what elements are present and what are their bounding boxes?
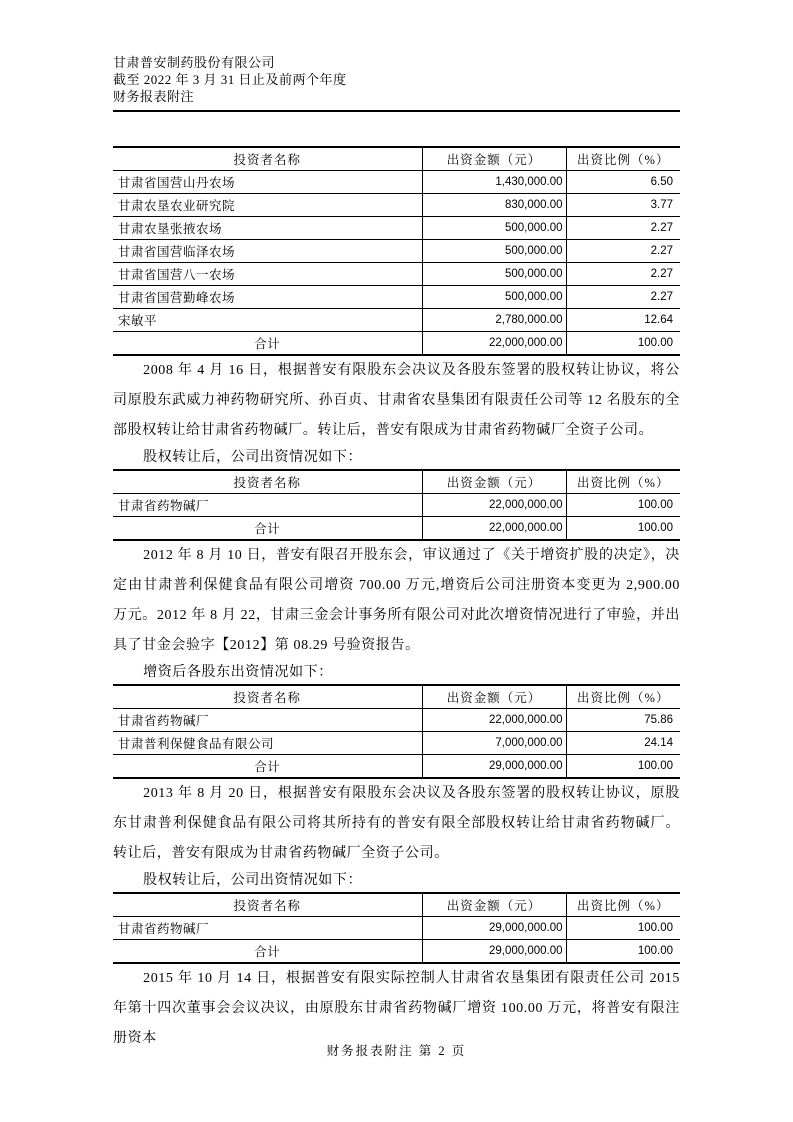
table-total-row — [113, 517, 680, 541]
table-row — [113, 194, 680, 217]
col-header-amount: 出资金额（元） — [422, 147, 566, 171]
amount-cell: 22,000,000.00 — [422, 332, 566, 356]
investor-name-cell: 甘肃省药物碱厂 — [113, 917, 422, 940]
paragraph-2015-increase: 2015 年 10 月 14 日，根据普安有限实际控制人甘肃省农垦集团有限责任公司 2015 年第十四次董事会会议决议，由原股东甘肃省药物碱厂增资 100.00 万元，将普安有限注册资本 — [113, 971, 680, 1046]
amount-cell: 29,000,000.00 — [422, 940, 566, 964]
table-row — [113, 732, 680, 755]
table-row — [113, 917, 680, 940]
total-label-cell: 合计 — [113, 940, 422, 964]
ratio-cell: 2.27 — [566, 217, 680, 240]
ratio-cell: 12.64 — [566, 309, 680, 332]
ratio-cell: 2.27 — [566, 286, 680, 309]
investor-name-cell: 甘肃农垦农业研究院 — [113, 194, 422, 217]
ratio-cell: 2.27 — [566, 263, 680, 286]
page-header — [113, 54, 680, 105]
subhead-after-transfer-1: 股权转让后，公司出资情况如下： — [143, 450, 363, 465]
col-header-ratio: 出资比例（%） — [566, 893, 680, 917]
col-header-investor: 投资者名称 — [113, 893, 422, 917]
amount-cell: 22,000,000.00 — [422, 494, 566, 517]
table-row — [113, 709, 680, 732]
investor-name-cell: 甘肃省国营山丹农场 — [113, 171, 422, 194]
table-total-row — [113, 755, 680, 779]
table-header-row — [113, 147, 680, 171]
header-rule — [113, 110, 680, 112]
amount-cell: 29,000,000.00 — [422, 755, 566, 779]
investor-name-cell: 甘肃普利保健食品有限公司 — [113, 732, 422, 755]
amount-cell: 830,000.00 — [422, 194, 566, 217]
subhead-after-transfer-2: 股权转让后，公司出资情况如下： — [143, 873, 363, 888]
table-row — [113, 263, 680, 286]
amount-cell: 29,000,000.00 — [422, 917, 566, 940]
amount-cell: 2,780,000.00 — [422, 309, 566, 332]
ratio-cell: 100.00 — [566, 494, 680, 517]
col-header-ratio: 出资比例（%） — [566, 685, 680, 709]
investor-name-cell: 宋敏平 — [113, 309, 422, 332]
col-header-ratio: 出资比例（%） — [566, 470, 680, 494]
table-total-row — [113, 332, 680, 356]
table-total-row — [113, 940, 680, 964]
ratio-cell: 100.00 — [566, 917, 680, 940]
shareholder-table-4 — [113, 892, 680, 964]
company-name: 甘肃普安制药股份有限公司 — [113, 55, 276, 70]
col-header-amount: 出资金额（元） — [422, 893, 566, 917]
ratio-cell: 100.00 — [566, 940, 680, 964]
col-header-amount: 出资金额（元） — [422, 685, 566, 709]
table-header-row — [113, 893, 680, 917]
ratio-cell: 75.86 — [566, 709, 680, 732]
paragraph-2008-transfer: 2008 年 4 月 16 日，根据普安有限股东会决议及各股东签署的股权转让协议，将公司原股东武威力神药物研究所、孙百贞、甘肃省农垦集团有限责任公司等 12 名股东的全部股权转让给甘肃省药物碱厂。转让后，普安有限成为甘肃省药物碱厂全资子公司。 — [113, 363, 680, 438]
col-header-investor: 投资者名称 — [113, 685, 422, 709]
amount-cell: 500,000.00 — [422, 217, 566, 240]
ratio-cell: 2.27 — [566, 240, 680, 263]
col-header-ratio: 出资比例（%） — [566, 147, 680, 171]
table-row — [113, 494, 680, 517]
table-header-row — [113, 685, 680, 709]
investor-name-cell: 甘肃省国营八一农场 — [113, 263, 422, 286]
subhead-after-increase: 增资后各股东出资情况如下： — [143, 665, 333, 680]
total-label-cell: 合计 — [113, 517, 422, 541]
report-period: 截至 2022 年 3 月 31 日止及前两个年度 — [113, 72, 347, 87]
investor-name-cell: 甘肃省国营勤峰农场 — [113, 286, 422, 309]
shareholder-table-2 — [113, 469, 680, 541]
ratio-cell: 24.14 — [566, 732, 680, 755]
col-header-investor: 投资者名称 — [113, 147, 422, 171]
shareholder-table-1 — [113, 146, 680, 356]
investor-name-cell: 甘肃省药物碱厂 — [113, 709, 422, 732]
footer-page-number: 财务报表附注 第 2 页 — [326, 1044, 467, 1058]
table-row — [113, 286, 680, 309]
ratio-cell: 3.77 — [566, 194, 680, 217]
total-label-cell: 合计 — [113, 755, 422, 779]
investor-name-cell: 甘肃省药物碱厂 — [113, 494, 422, 517]
ratio-cell: 6.50 — [566, 171, 680, 194]
col-header-investor: 投资者名称 — [113, 470, 422, 494]
table-header-row — [113, 470, 680, 494]
amount-cell: 7,000,000.00 — [422, 732, 566, 755]
paragraph-2012-increase: 2012 年 8 月 10 日，普安有限召开股东会，审议通过了《关于增资扩股的决定》，决定由甘肃普利保健食品有限公司增资 700.00 万元,增资后公司注册资本变更为 2,900.00 万元。2012 年 8 月 22，甘肃三金会计事务所有限公司对此次增资情况进行了审验，并出具了甘金会验字【2012】第 08.29 号验资报告。 — [113, 548, 680, 653]
table-row — [113, 217, 680, 240]
amount-cell: 22,000,000.00 — [422, 517, 566, 541]
ratio-cell: 100.00 — [566, 755, 680, 779]
table-row — [113, 240, 680, 263]
ratio-cell: 100.00 — [566, 517, 680, 541]
paragraph-2013-transfer: 2013 年 8 月 20 日，根据普安有限股东会决议及各股东签署的股权转让协议，原股东甘肃普利保健食品有限公司将其所持有的普安有限全部股权转让给甘肃省药物碱厂。转让后，普安有限成为甘肃省药物碱厂全资子公司。 — [113, 786, 680, 861]
investor-name-cell: 甘肃省国营临泽农场 — [113, 240, 422, 263]
doc-title: 财务报表附注 — [113, 89, 195, 104]
amount-cell: 500,000.00 — [422, 286, 566, 309]
ratio-cell: 100.00 — [566, 332, 680, 356]
total-label-cell: 合计 — [113, 332, 422, 356]
amount-cell: 500,000.00 — [422, 263, 566, 286]
amount-cell: 22,000,000.00 — [422, 709, 566, 732]
amount-cell: 1,430,000.00 — [422, 171, 566, 194]
table-row — [113, 309, 680, 332]
shareholder-table-3 — [113, 684, 680, 779]
table-row — [113, 171, 680, 194]
col-header-amount: 出资金额（元） — [422, 470, 566, 494]
amount-cell: 500,000.00 — [422, 240, 566, 263]
investor-name-cell: 甘肃农垦张掖农场 — [113, 217, 422, 240]
